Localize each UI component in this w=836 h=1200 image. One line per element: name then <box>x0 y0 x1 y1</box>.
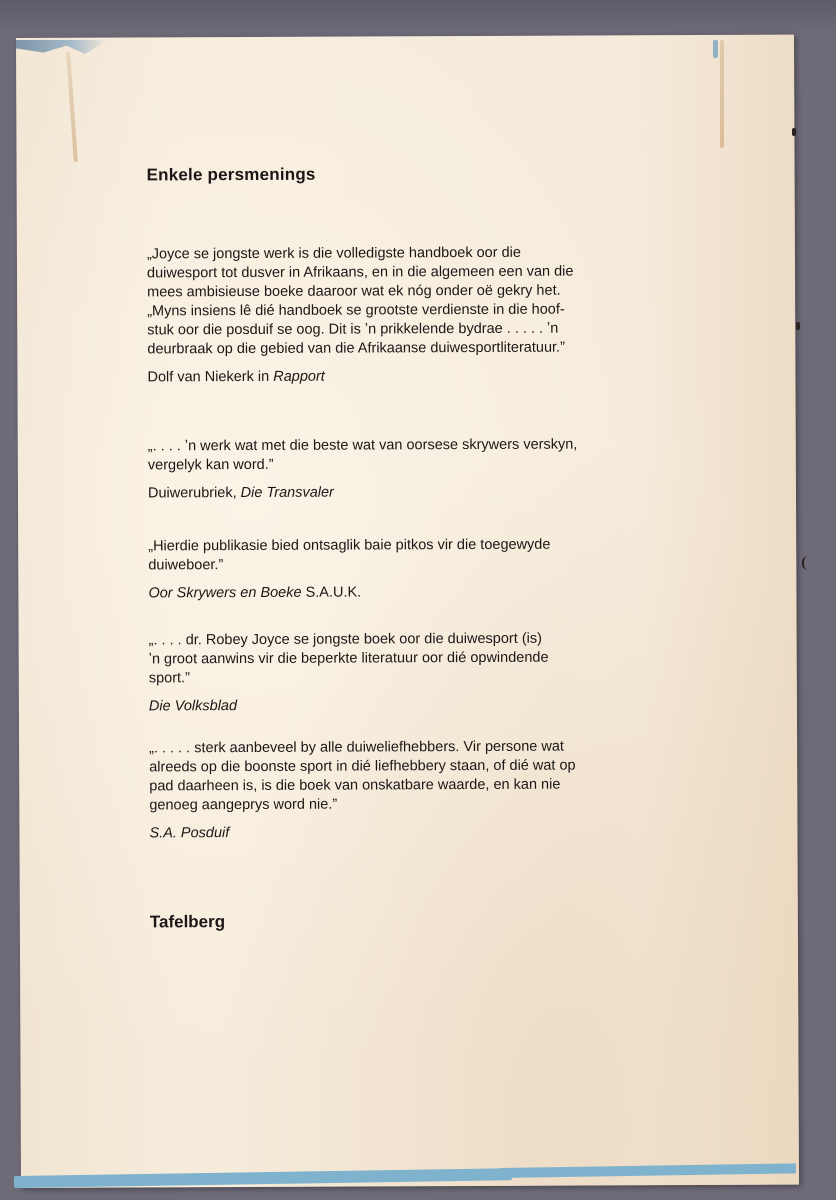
attribution-text: S.A.U.K. <box>301 584 362 601</box>
quote-line: mees ambisieuse boeke daaroor wat ek nóg onder oë gekry het. <box>147 282 561 301</box>
review-attribution <box>147 367 707 385</box>
attribution-source: Rapport <box>273 368 325 385</box>
quote-line: deurbraak op die gebied van die Afrikaanse duiwesportliteratuur.” <box>147 339 565 358</box>
review-attribution <box>149 823 709 841</box>
book-back-cover <box>16 35 799 1188</box>
quote-line: „Joyce se jongste werk is die volledigste handboek oor die <box>146 244 521 263</box>
edge-mark <box>802 556 809 570</box>
quote-line: pad daarheen is, is die boek van onskatbare waarde, en kan nie <box>149 776 561 795</box>
review-quote <box>147 243 707 359</box>
attribution-source: Die Volksblad <box>148 698 238 715</box>
quote-line: sport.” <box>148 670 190 687</box>
review-quote <box>148 435 708 475</box>
quote-line: „. . . . ʼn werk wat met die beste wat van oorsese skrywers verskyn, <box>147 436 578 455</box>
quote-line: duiwesport tot dusver in Afrikaans, en in die algemeen een van die <box>146 263 574 282</box>
quote-line: genoeg aangeprys word nie.” <box>149 796 338 814</box>
quote-line: „. . . . . sterk aanbeveel by alle duiweliefhebbers. Vir persone wat <box>149 738 564 757</box>
wear-mark <box>713 40 718 58</box>
quote-line: vergelyk kan word.” <box>147 456 274 474</box>
quote-line: duiweboer.” <box>148 557 224 574</box>
edge-mark <box>792 128 796 136</box>
scan-backdrop <box>0 0 836 38</box>
review-attribution <box>148 483 708 501</box>
quote-line: ʼn groot aanwins vir die beperkte literatuur oor dié opwindende <box>148 649 549 668</box>
quote-line: „Hierdie publikasie bied ontsaglik baie pitkos vir die toegewyde <box>148 536 551 555</box>
review-3 <box>148 535 708 601</box>
attribution-text: Duiwerubriek, <box>147 485 241 502</box>
crease-mark <box>720 40 724 148</box>
review-attribution <box>149 696 709 714</box>
quote-line: alreeds op die boonste sport in dié liefhebbery staan, of dié wat op <box>149 757 576 776</box>
review-4 <box>149 629 709 714</box>
publisher-name: Tafelberg <box>149 912 226 932</box>
attribution-source: Oor Skrywers en Boeke <box>148 584 302 602</box>
review-quote <box>149 737 709 815</box>
quote-line: „Myns insiens lê dié handboek se grootste verdienste in die hoof- <box>147 301 565 320</box>
attribution-text: Dolf van Niekerk in <box>147 368 274 386</box>
review-attribution <box>148 583 708 601</box>
review-2 <box>148 435 708 501</box>
attribution-source: Die Transvaler <box>240 484 334 502</box>
review-1 <box>147 243 708 385</box>
heading: Enkele persmenings <box>146 164 316 185</box>
attribution-source: S.A. Posduif <box>149 825 230 842</box>
review-quote <box>149 629 709 688</box>
edge-mark <box>796 322 800 330</box>
quote-line: stuk oor die posduif se oog. Dit is ʼn prikkelende bydrae . . . . . ʼn <box>147 320 559 339</box>
review-5 <box>149 737 709 841</box>
quote-line: „. . . . dr. Robey Joyce se jongste boek oor die duiwesport (is) <box>148 630 542 649</box>
cover-content <box>146 163 727 932</box>
review-quote <box>148 535 708 575</box>
